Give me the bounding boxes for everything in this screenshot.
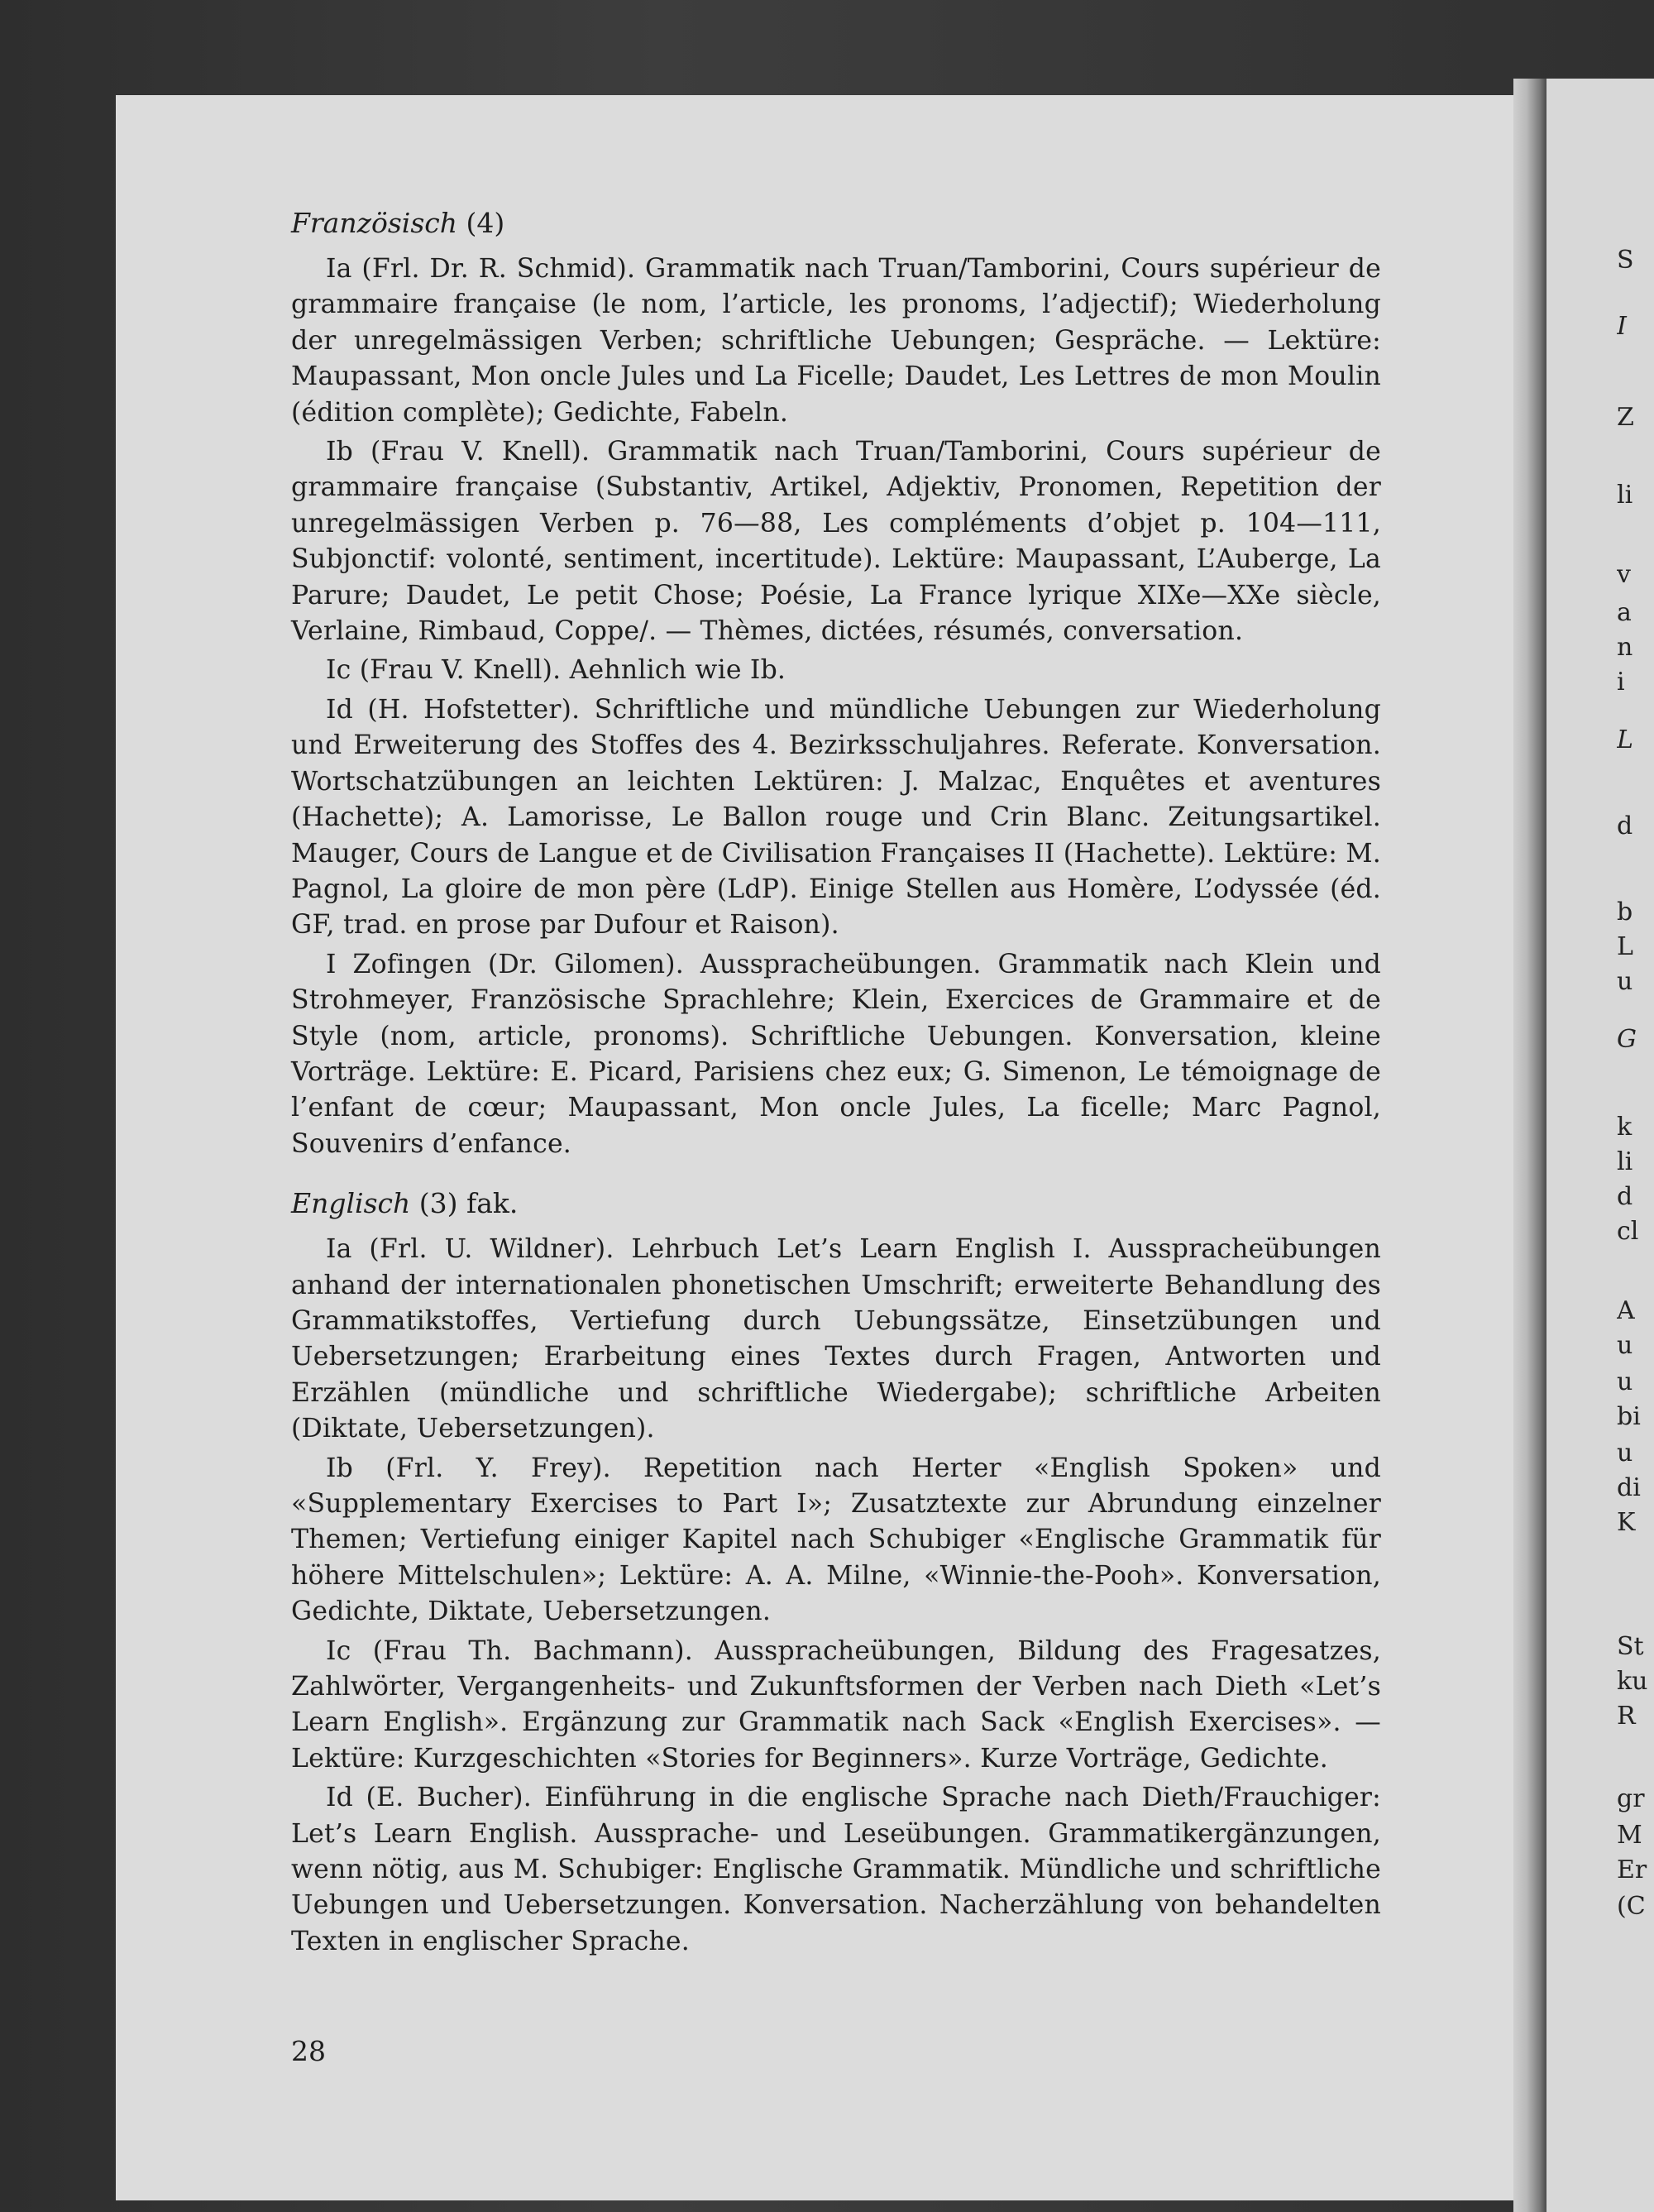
facing-fragment: i [1617,668,1625,697]
facing-fragment: b [1617,898,1633,926]
course-paragraph: I Zofingen (Dr. Gilomen). Ausspracheübungen. Grammatik nach Klein und Strohmeyer, Französische Sprachlehre; Klein, Exercices de Grammaire et de Style (nom, article, pronoms). Schriftliche Uebungen. Konversation, kleine Vorträge. Lektüre: E. Picard, Parisiens chez eux; G. Simenon, Le témoignage de l’enfant de cœur; Maupassant, Mon oncle Jules, La ficelle; Marc Pagnol, Souvenirs d’enfance. [291,949,1381,1159]
facing-fragment: u [1617,1439,1633,1467]
facing-fragment: di [1617,1473,1641,1502]
facing-fragment: n [1617,633,1633,662]
facing-fragment: bi [1617,1402,1641,1431]
subject-title: Französisch [291,207,458,239]
course-paragraph: Id (H. Hofstetter). Schriftliche und mündliche Uebungen zur Wiederholung und Erweiterung des Stoffes des 4. Bezirksschuljahres. Referate. Konversation. Wortschatzübungen an leichten Lektüren: J. Malzac, Enquêtes et aventures (Hachette); A. Lamorisse, Le Ballon rouge und Crin Blanc. Zeitungsartikel. Mauger, Cours de Langue et de Civilisation Françaises II (Hachette). Lektüre: M. Pagnol, La gloire de mon père (LdP). Einige Stellen aus Homère, L’odyssée (éd. GF, trad. en prose par Dufour et Raison). [291,694,1381,941]
section-english [291,1185,1381,1960]
facing-fragment: I [1617,312,1627,341]
facing-fragment: R [1617,1702,1636,1731]
facing-fragment: d [1617,812,1633,840]
facing-fragment: L [1617,725,1633,754]
facing-fragment: Er [1617,1855,1647,1884]
facing-fragment: A [1617,1296,1635,1325]
course-paragraph: Ia (Frl. Dr. R. Schmid). Grammatik nach Truan/Tamborini, Cours supérieur de grammaire française (le nom, l’article, les pronoms, l’adjectif); Wiederholung der unregelmässigen Verben; schriftliche Uebungen; Gespräche. — Lektüre: Maupassant, Mon oncle Jules und La Ficelle; Daudet, Les Lettres de mon Moulin (édition complète); Gedichte, Fabeln. [291,254,1381,428]
facing-fragment: u [1617,967,1633,996]
facing-fragment: (C [1617,1892,1646,1921]
facing-fragment: v [1617,560,1631,589]
section-heading [291,205,1381,242]
facing-fragment: K [1617,1508,1636,1537]
facing-fragment: li [1617,481,1633,510]
section-french [291,205,1381,1162]
course-paragraph: Ic (Frau V. Knell). Aehnlich wie Ib. [326,655,786,686]
facing-fragment: St [1617,1632,1644,1661]
hours-count: (3) [418,1187,458,1220]
facing-fragment: L [1617,932,1633,961]
page-number: 28 [291,2035,326,2067]
facing-fragment: Z [1617,403,1634,432]
course-paragraph: Id (E. Bucher). Einführung in die englische Sprache nach Dieth/Frauchiger: Let’s Learn English. Aussprache- und Leseübungen. Grammatikergänzungen, wenn nötig, aus M. Schubiger: Englische Grammatik. Mündliche und schriftliche Uebungen und Uebersetzungen. Konversation. Nacherzählung von behandelten Texten in englischer Sprache. [291,1783,1381,1956]
hours-count: (4) [466,207,505,239]
facing-fragment: k [1617,1113,1632,1142]
facing-fragment: S [1617,246,1634,275]
facing-fragment: ku [1617,1667,1648,1696]
facing-fragment: a [1617,598,1632,627]
facing-fragment: gr [1617,1784,1645,1813]
course-paragraph: Ib (Frau V. Knell). Grammatik nach Truan/Tamborini, Cours supérieur de grammaire française (Substantiv, Artikel, Adjektiv, Pronomen, Repetition der unregelmässigen Verben p. 76—88, Les compléments d’objet p. 104—111, Subjonctif: volonté, sentiment, incertitude). Lektüre: Maupassant, L’Auberge, La Parure; Daudet, Le petit Chose; Poésie, La France lyrique XIXe—XXe siècle, Verlaine, Rimbaud, Coppe/. — Thèmes, dictées, résumés, conversation. [291,437,1381,647]
facing-fragment: cl [1617,1217,1639,1246]
facing-fragment: li [1617,1147,1633,1176]
facing-fragment: M [1617,1821,1642,1850]
facing-fragment: u [1617,1331,1633,1360]
facing-fragment: G [1617,1025,1637,1054]
optional-note: fak. [466,1187,519,1220]
subject-title: Englisch [291,1187,411,1220]
facing-fragment: u [1617,1367,1633,1396]
course-paragraph: Ib (Frl. Y. Frey). Repetition nach Herter «English Spoken» und «Supplementary Exercises to Part I»; Zusatztexte zur Abrundung einzelner Themen; Vertiefung einiger Kapitel nach Schubiger «Englische Grammatik für höhere Mittelschulen»; Lektüre: A. A. Milne, «Winnie-the-Pooh». Konversation, Gedichte, Diktate, Uebersetzungen. [291,1453,1381,1627]
page-body [291,205,1381,1963]
course-paragraph: Ic (Frau Th. Bachmann). Ausspracheübungen, Bildung des Fragesatzes, Zahlwörter, Vergangenheits- und Zukunftsformen der Verben nach Dieth «Let’s Learn English». Ergänzung zur Grammatik nach Sack «English Exercises». — Lektüre: Kurzgeschichten «Stories for Beginners». Kurze Vorträge, Gedichte. [291,1635,1381,1774]
book-gutter [1513,79,1546,2212]
course-paragraph: Ia (Frl. U. Wildner). Lehrbuch Let’s Learn English I. Ausspracheübungen anhand der internationalen phonetischen Umschrift; erweiterte Behandlung des Grammatikstoffes, Vertiefung durch Uebungssätze, Einsetzübungen und Uebersetzungen; Erarbeitung eines Textes durch Fragen, Antworten und Erzählen (mündliche und schriftliche Wiedergabe); schriftliche Arbeiten (Diktate, Uebersetzungen). [291,1234,1381,1444]
section-heading [291,1185,1381,1222]
facing-fragment: d [1617,1182,1633,1211]
facing-page-text-fragments [1617,207,1654,2209]
